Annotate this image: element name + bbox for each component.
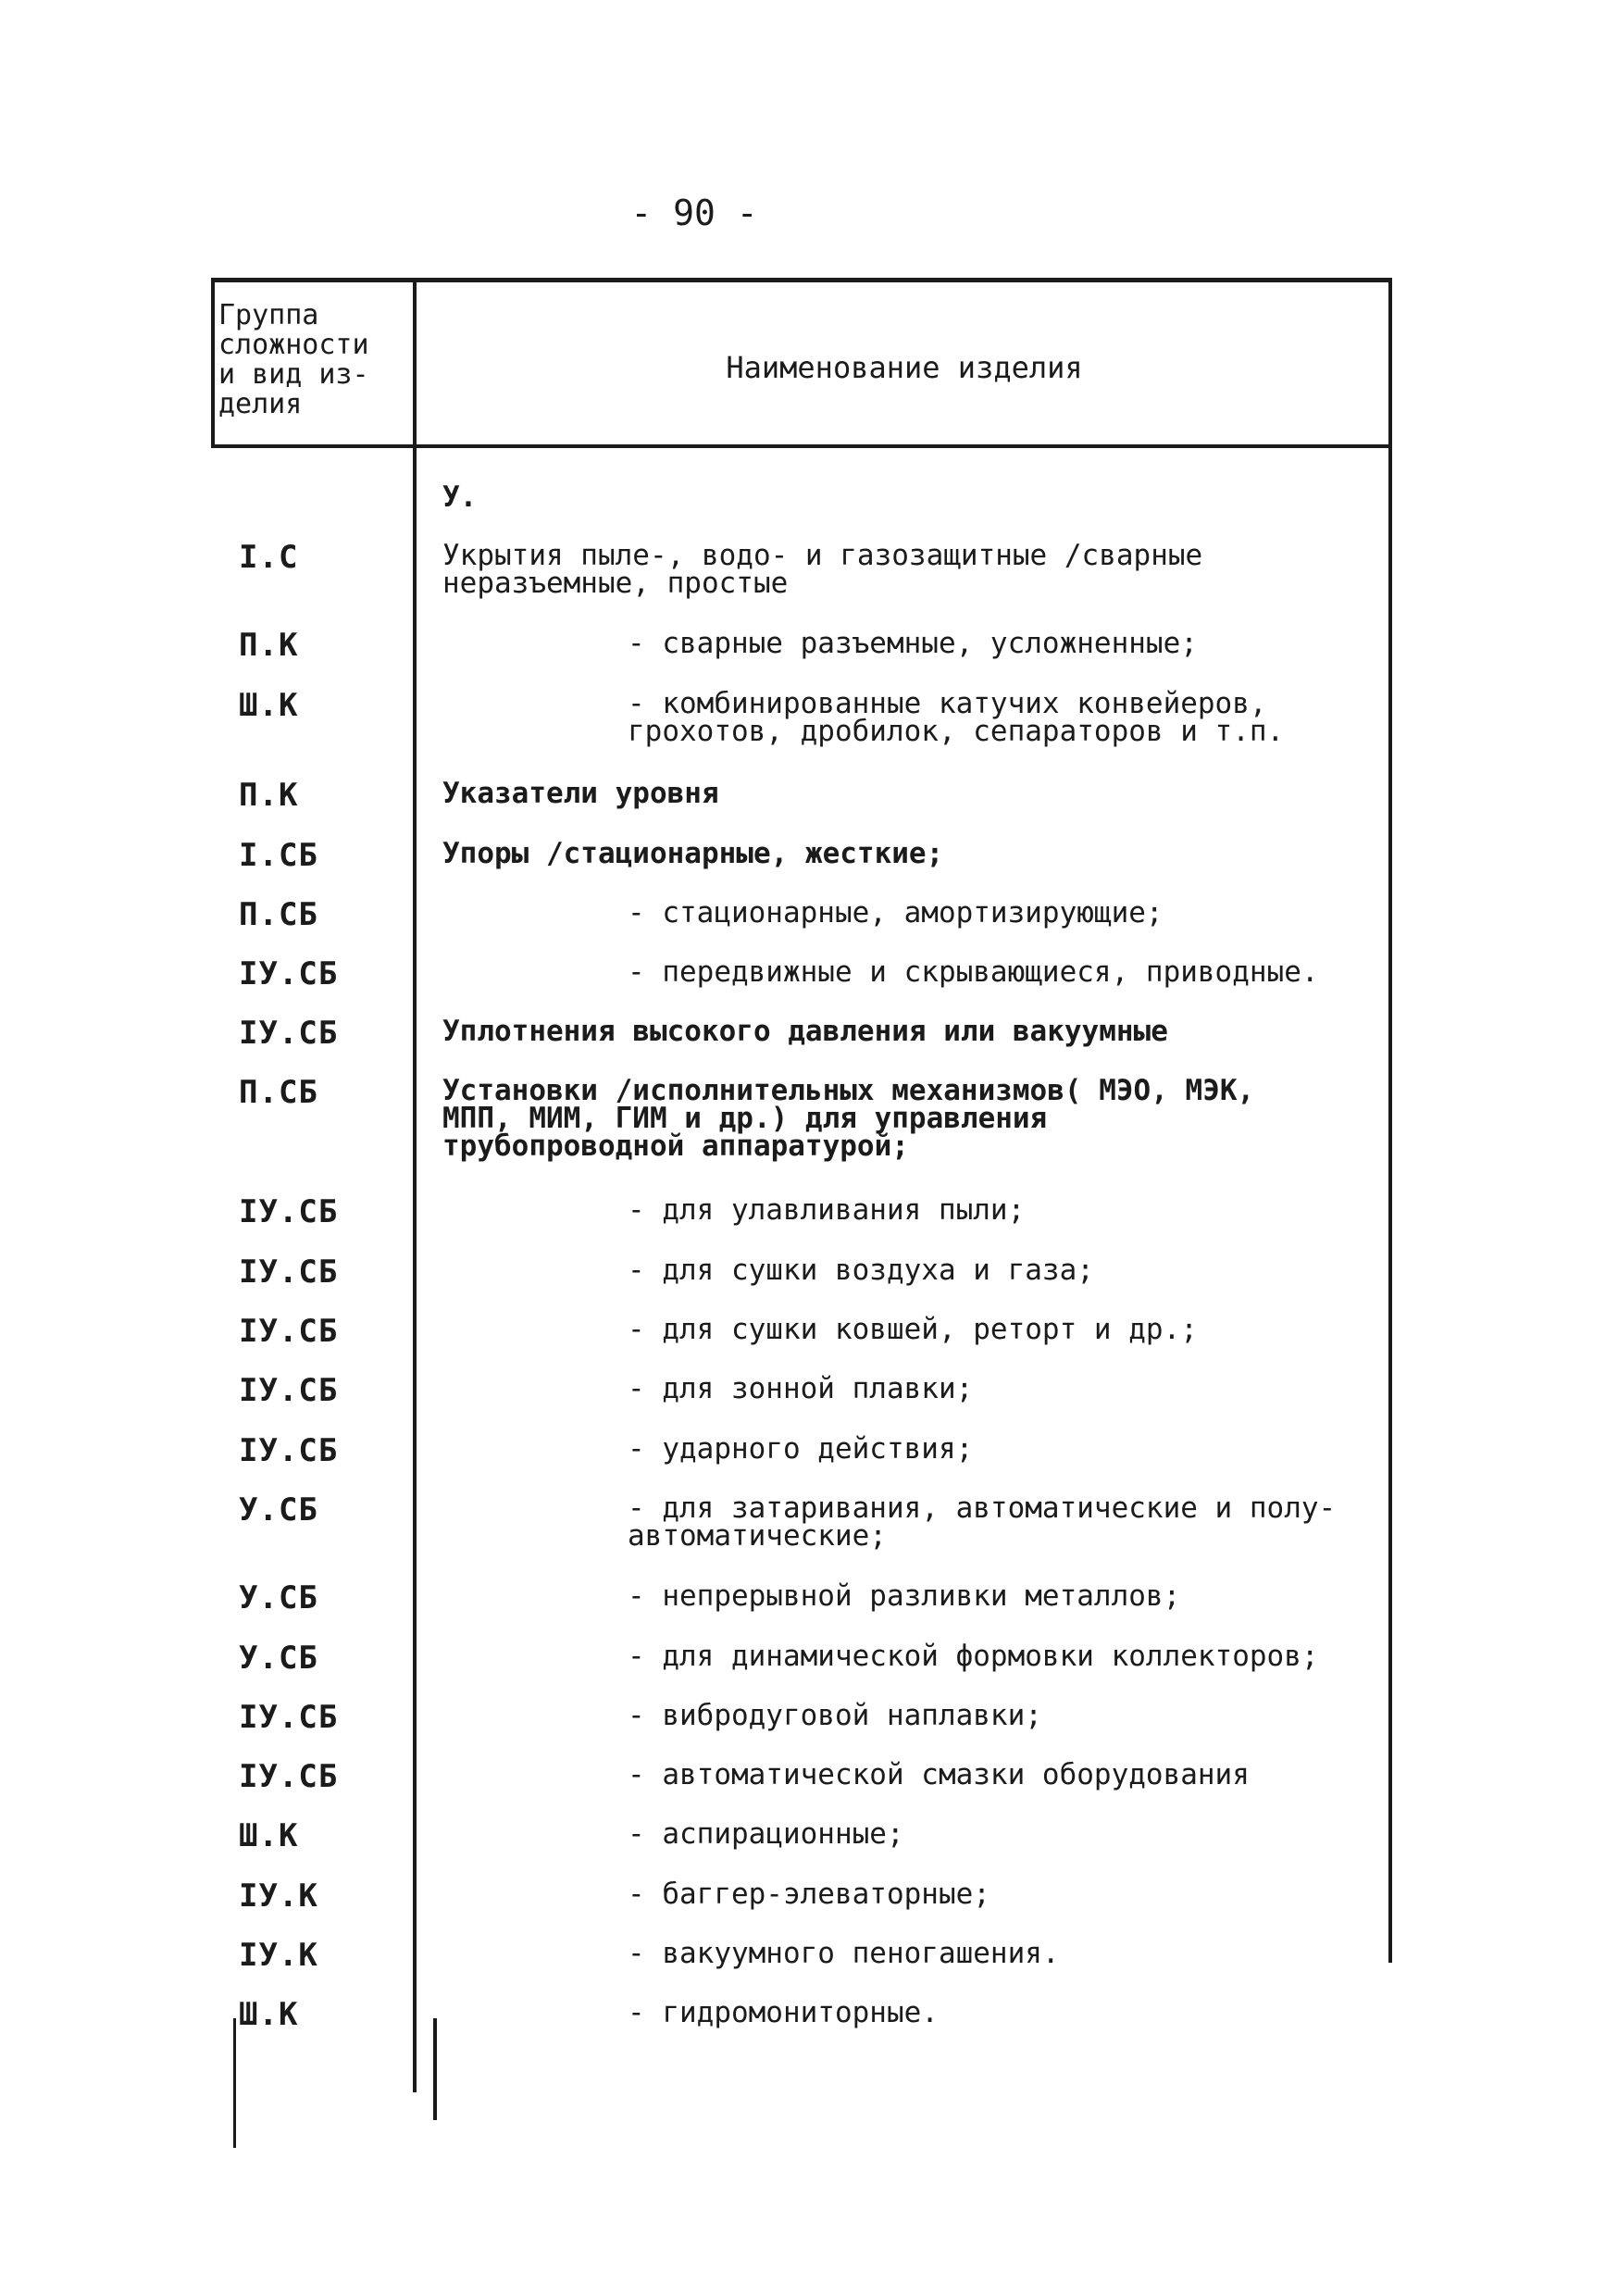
product-name: - передвижные и скрывающиеся, приводные. xyxy=(628,955,1319,989)
product-name: - для сушки ковшей, реторт и др.; xyxy=(628,1313,1198,1346)
product-name: - для зонной плавки; xyxy=(628,1372,974,1405)
product-name: - вибродуговой наплавки; xyxy=(628,1699,1042,1732)
product-name: - автоматической смазки оборудования xyxy=(628,1758,1250,1791)
group-code: Ш.К xyxy=(239,687,299,724)
group-code: I.СБ xyxy=(239,837,318,874)
group-code: Ш.К xyxy=(239,1996,299,2033)
group-code: IУ.СБ xyxy=(239,955,339,992)
product-name: У. xyxy=(442,480,478,514)
product-name: - баггер-элеваторные; xyxy=(628,1878,990,1911)
group-code: У.СБ xyxy=(239,1579,318,1616)
group-code: П.К xyxy=(239,627,299,664)
product-name: - стационарные, амортизирующие; xyxy=(628,896,1164,930)
product-name: Указатели уровня xyxy=(442,777,719,810)
table-left-border-lower xyxy=(233,2018,236,2148)
product-name: - вакуумного пеногашения. xyxy=(628,1937,1060,1970)
product-name: Укрытия пыле-, водо- и газозащитные /сварные неразъемные, простые xyxy=(442,539,1203,600)
group-code: У.СБ xyxy=(239,1491,318,1529)
group-code: I.С xyxy=(239,539,299,576)
product-name: - комбинированные катучих конвейеров, грохотов, дробилок, сепараторов и т.п. xyxy=(628,687,1285,748)
group-code: IУ.СБ xyxy=(239,1313,339,1350)
group-code: Ш.К xyxy=(239,1817,299,1854)
group-code: IУ.К xyxy=(239,1937,318,1974)
page-number: - 90 - xyxy=(630,193,758,233)
group-code: IУ.СБ xyxy=(239,1372,339,1409)
product-name: - непрерывной разливки металлов; xyxy=(628,1579,1181,1613)
group-code: IУ.СБ xyxy=(239,1015,339,1052)
product-name: - для улавливания пыли; xyxy=(628,1193,1026,1227)
group-code: IУ.СБ xyxy=(239,1254,339,1291)
header-product-name: Наименование изделия xyxy=(726,350,1083,385)
group-code: П.СБ xyxy=(239,1074,318,1111)
product-name: Упоры /стационарные, жесткие; xyxy=(442,837,944,870)
group-code: У.СБ xyxy=(239,1640,318,1677)
group-code: IУ.СБ xyxy=(239,1193,339,1230)
table-column-divider-lower xyxy=(433,2018,437,2120)
product-name: - сварные разъемные, усложненные; xyxy=(628,627,1198,660)
header-group-label: Группа сложности и вид из- делия xyxy=(218,299,369,420)
product-name: - для затаривания, автоматические и полу- автоматические; xyxy=(628,1491,1337,1553)
group-code: П.СБ xyxy=(239,896,318,933)
product-name: Уплотнения высокого давления или вакуумные xyxy=(442,1015,1168,1048)
table-left-border xyxy=(211,278,215,448)
table-top-border xyxy=(211,278,1392,282)
group-code: IУ.СБ xyxy=(239,1432,339,1469)
product-name: - аспирационные; xyxy=(628,1817,904,1851)
product-name: - ударного действия; xyxy=(628,1432,974,1466)
product-name: - для динамической формовки коллекторов; xyxy=(628,1640,1319,1673)
group-code: IУ.СБ xyxy=(239,1699,339,1736)
product-name: - гидромониторные. xyxy=(628,1996,939,2029)
table-column-divider xyxy=(413,278,417,2092)
product-name: - для сушки воздуха и газа; xyxy=(628,1254,1094,1287)
table-header-divider xyxy=(211,444,1392,448)
group-code: IУ.К xyxy=(239,1878,318,1915)
product-name: Установки /исполнительных механизмов( МЭО, МЭК, МПП, МИМ, ГИМ и др.) для управления трубопроводной аппаратурой; xyxy=(442,1074,1255,1163)
group-code: П.К xyxy=(239,777,299,814)
group-code: IУ.СБ xyxy=(239,1758,339,1795)
